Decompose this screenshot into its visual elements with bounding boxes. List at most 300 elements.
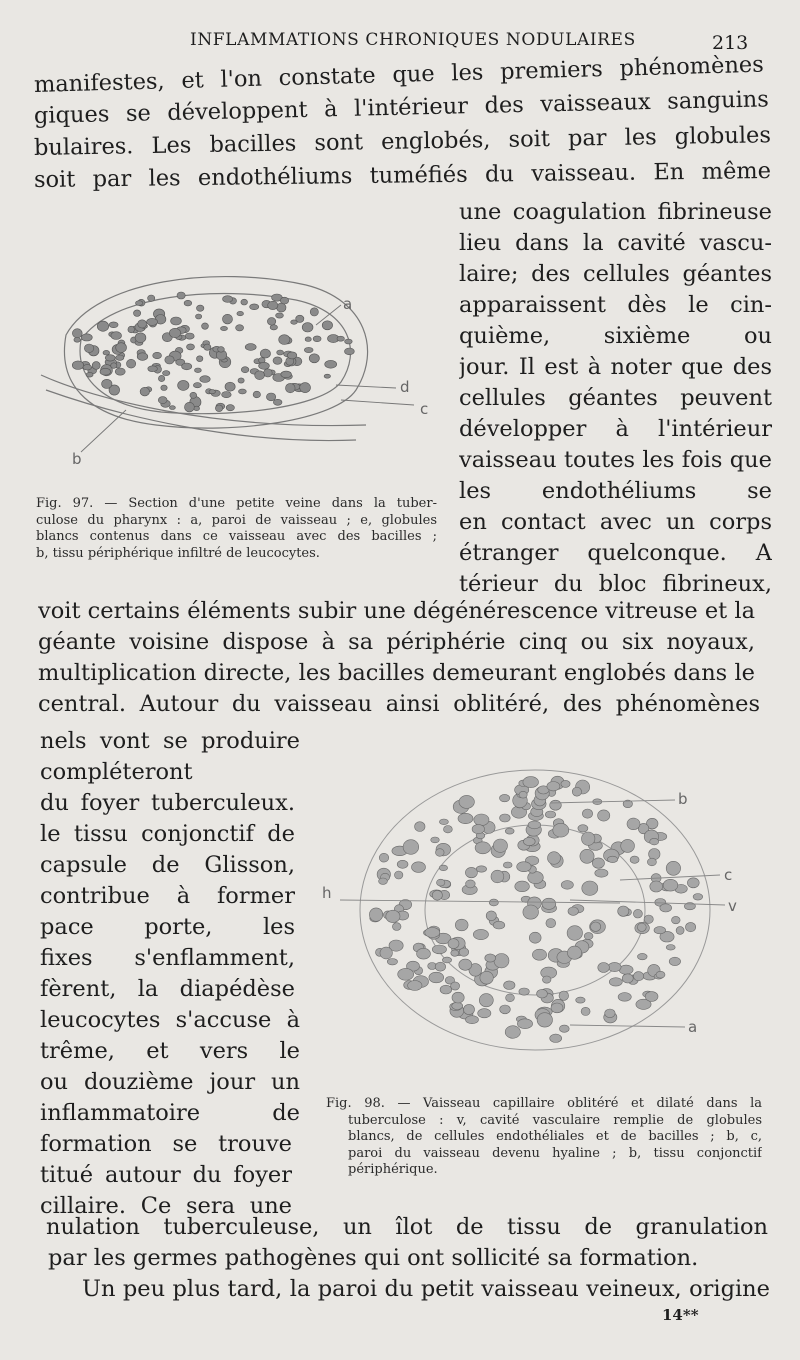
tissue-cell	[645, 992, 658, 1002]
tissue-cell	[435, 962, 445, 971]
tissue-cell	[559, 1025, 569, 1032]
tissue-cell	[660, 904, 672, 912]
tissue-cell	[267, 318, 275, 326]
tissue-cell	[287, 352, 296, 359]
body-line: giques se développent à l'intérieur des vaisseaux sanguins	[33, 86, 770, 129]
tissue-cell	[281, 371, 292, 378]
tissue-cell	[345, 339, 353, 344]
body-line: nels vont se produire	[40, 728, 300, 754]
figure-97-illustration	[36, 240, 446, 480]
tissue-cell	[591, 922, 601, 931]
tissue-cell	[598, 963, 610, 973]
tissue-cell	[81, 334, 92, 341]
tissue-cell	[504, 981, 515, 990]
tissue-cell	[598, 810, 610, 821]
tissue-cell	[568, 907, 578, 915]
tissue-cell	[432, 945, 446, 954]
tissue-cell	[387, 959, 397, 965]
tissue-cell	[650, 838, 659, 845]
body-line: du foyer tuberculeux.	[40, 790, 295, 816]
tissue-cell	[276, 313, 284, 318]
body-line: apparaissent dès le cin-	[459, 292, 772, 318]
body-line: par les germes pathogènes qui ont sollicité sa formation.	[48, 1245, 699, 1271]
tissue-cell	[500, 1005, 511, 1014]
body-line: lieu dans la cavité vascu-	[459, 230, 772, 256]
tissue-cell	[432, 890, 442, 900]
tissue-cell	[169, 406, 175, 410]
tissue-cell	[505, 828, 514, 834]
tissue-cell	[322, 321, 332, 330]
tissue-cell	[584, 933, 593, 940]
tissue-cell	[200, 376, 210, 383]
tissue-cell	[273, 399, 282, 405]
body-line: quième, sixième ou	[459, 323, 772, 349]
tissue-cell	[147, 318, 158, 325]
tissue-cell	[300, 383, 311, 393]
tissue-cell	[621, 839, 635, 852]
tissue-cell	[153, 352, 162, 358]
tissue-cell	[618, 993, 631, 1002]
tissue-cell	[451, 982, 460, 990]
tissue-cell	[517, 862, 531, 872]
fig97-label-b: b	[72, 450, 82, 468]
tissue-cell	[528, 821, 541, 829]
tissue-cell	[472, 824, 484, 833]
tissue-cell	[644, 915, 653, 923]
tissue-cell	[100, 368, 111, 375]
tissue-cell	[686, 922, 696, 931]
tissue-cell	[542, 976, 551, 983]
tissue-cell	[431, 837, 440, 843]
tissue-cell	[415, 822, 425, 832]
tissue-cell	[669, 957, 680, 965]
tissue-cell	[128, 326, 135, 333]
tissue-cell	[561, 881, 573, 890]
tissue-cell	[545, 811, 555, 818]
fig98-label-b: b	[678, 790, 688, 808]
tissue-cell	[138, 320, 147, 328]
tissue-cell	[187, 344, 195, 350]
tissue-cell	[547, 782, 560, 791]
tissue-cell	[116, 343, 127, 353]
tissue-cell	[223, 296, 233, 303]
body-line: étranger quelconque. A	[459, 540, 772, 566]
body-line: cillaire. Ce sera une	[40, 1193, 292, 1219]
tissue-cell	[650, 881, 663, 892]
tissue-cell	[221, 326, 228, 330]
tissue-cell	[687, 878, 699, 888]
body-line: en contact avec un corps	[459, 509, 772, 535]
tissue-cell	[451, 950, 459, 956]
tissue-cell	[654, 927, 666, 934]
tissue-cell	[215, 405, 222, 412]
tissue-cell	[197, 356, 203, 362]
tissue-cell	[581, 1007, 590, 1015]
tissue-cell	[523, 905, 539, 919]
tissue-cell	[72, 361, 83, 370]
tissue-cell	[266, 393, 275, 401]
body-line: central. Autour du vaisseau ainsi oblitéré, des phénomènes	[38, 691, 760, 717]
tissue-cell	[561, 780, 570, 787]
tissue-cell	[663, 879, 678, 891]
tissue-cell	[116, 355, 124, 360]
tissue-cell	[222, 392, 232, 398]
tissue-cell	[459, 959, 472, 970]
tissue-cell	[633, 909, 642, 918]
tissue-cell	[273, 357, 282, 364]
body-line: manifestes, et l'on constate que les premiers phénomènes	[33, 51, 765, 98]
tissue-cell	[158, 375, 164, 381]
tissue-cell	[195, 368, 202, 373]
tissue-cell	[268, 301, 278, 309]
tissue-cell	[666, 945, 675, 951]
tissue-cell	[465, 867, 477, 877]
tissue-cell	[140, 387, 149, 396]
body-line: développer à l'intérieur	[459, 416, 772, 442]
tissue-cell	[236, 325, 244, 331]
tissue-cell	[369, 908, 382, 921]
tissue-cell	[304, 347, 313, 352]
tissue-cell	[567, 926, 582, 941]
tissue-cell	[529, 932, 541, 943]
body-line: une coagulation fibrineuse	[459, 199, 772, 225]
tissue-cell	[572, 787, 581, 796]
tissue-cell	[392, 923, 401, 931]
fig97-label-d: d	[400, 378, 410, 396]
tissue-cell	[250, 304, 259, 310]
tissue-cell	[519, 791, 527, 798]
tissue-cell	[459, 795, 474, 808]
tissue-cell	[264, 369, 273, 377]
body-line: titué autour du foyer	[40, 1162, 292, 1188]
tissue-cell	[647, 858, 656, 866]
tissue-cell	[519, 988, 529, 995]
tissue-cell	[439, 819, 448, 825]
running-title: INFLAMMATIONS CHRONIQUES NODULAIRES	[190, 30, 636, 50]
tissue-cell	[403, 840, 419, 855]
tissue-cell	[503, 862, 512, 868]
tissue-cell	[226, 405, 234, 411]
tissue-cell	[169, 328, 180, 337]
tissue-cell	[277, 350, 284, 355]
tissue-cell	[473, 929, 488, 939]
tissue-cell	[452, 1002, 463, 1009]
body-line: fixes s'enflamment,	[40, 945, 295, 971]
tissue-cell	[259, 362, 270, 369]
tissue-cell	[458, 813, 473, 823]
tissue-cell	[185, 402, 195, 412]
tissue-cell	[494, 954, 509, 968]
body-line: contribue à former	[40, 883, 295, 909]
tissue-cell	[158, 397, 167, 404]
tissue-cell	[546, 919, 556, 928]
fig98-label-c: c	[724, 866, 733, 884]
body-line: cellules géantes peuvent	[459, 385, 772, 411]
tissue-cell	[239, 389, 247, 394]
tissue-cell	[398, 968, 414, 980]
tissue-cell	[148, 366, 158, 372]
tissue-cell	[279, 335, 290, 345]
tissue-cell	[486, 911, 496, 921]
tissue-cell	[676, 927, 684, 935]
tissue-cell	[72, 329, 82, 338]
tissue-cell	[656, 971, 665, 978]
tissue-cell	[500, 814, 511, 822]
tissue-cell	[638, 953, 648, 959]
tissue-cell	[115, 368, 125, 375]
tissue-cell	[429, 972, 444, 983]
tissue-cell	[209, 390, 215, 394]
tissue-cell	[693, 894, 703, 901]
tissue-cell	[84, 344, 93, 353]
tissue-cell	[237, 311, 244, 315]
fig98-label-a: a	[688, 1018, 698, 1036]
body-line: le tissu conjonctif de	[40, 821, 295, 847]
tissue-cell	[582, 881, 598, 895]
tissue-cell	[310, 308, 318, 316]
tissue-cell	[111, 332, 122, 340]
tissue-cell	[386, 910, 400, 922]
caption-line: tuberculose : v, cavité vasculaire remplie de globules	[348, 1112, 762, 1128]
tissue-cell	[225, 382, 235, 391]
caption-line: Fig. 98. — Vaisseau capillaire oblitéré et dilaté dans la	[326, 1096, 762, 1111]
tissue-cell	[592, 858, 604, 868]
body-line: leucocytes s'accuse à	[40, 1007, 300, 1033]
body-line: capsule de Glisson,	[40, 852, 295, 878]
tissue-cell	[345, 348, 355, 355]
tissue-cell	[478, 1009, 491, 1018]
body-line: bulaires. Les bacilles sont englobés, soit par les globules	[33, 122, 772, 161]
tissue-cell	[466, 880, 476, 888]
tissue-cell	[309, 354, 319, 363]
tissue-cell	[135, 333, 146, 343]
tissue-cell	[537, 989, 548, 998]
tissue-cell	[580, 849, 594, 863]
tissue-cell	[337, 336, 344, 341]
signature-mark: 14**	[662, 1306, 699, 1324]
tissue-cell	[103, 350, 110, 355]
tissue-cell	[608, 962, 621, 971]
body-line: fèrent, la diapédèse	[40, 976, 295, 1002]
tissue-cell	[576, 997, 585, 1003]
tissue-cell	[578, 825, 588, 832]
caption-line: paroi du vaisseau devenu hyaline ; b, tissu conjonctif	[348, 1145, 762, 1161]
tissue-cell	[218, 347, 225, 353]
tissue-cell	[609, 978, 622, 986]
tissue-cell	[161, 385, 167, 390]
tissue-cell	[489, 899, 498, 906]
tissue-cell	[204, 344, 211, 350]
body-line: soit par les endothéliums tuméfiés du vaisseau. En même	[33, 157, 772, 193]
tissue-cell	[439, 865, 447, 871]
tissue-cell	[649, 849, 660, 860]
tissue-cell	[582, 832, 595, 845]
tissue-cell	[397, 860, 408, 868]
tissue-cell	[436, 849, 445, 857]
tissue-cell	[479, 994, 493, 1007]
tissue-cell	[440, 985, 452, 994]
tissue-cell	[313, 336, 321, 342]
body-line: térieur du bloc fibrineux,	[459, 571, 772, 597]
body-line: ou douzième jour un	[40, 1069, 300, 1095]
tissue-cell	[177, 292, 185, 299]
tissue-cell	[245, 344, 256, 351]
tissue-cell	[255, 371, 265, 380]
tissue-cell	[92, 362, 100, 370]
fig98-label-v: v	[728, 897, 737, 915]
tissue-cell	[437, 879, 445, 886]
tissue-cell	[86, 372, 93, 377]
tissue-cell	[528, 871, 544, 883]
tissue-cell	[595, 869, 608, 877]
tissue-cell	[193, 383, 201, 388]
tissue-cell	[618, 906, 629, 916]
tissue-cell	[480, 971, 493, 984]
tissue-cell	[74, 337, 81, 342]
tissue-cell	[505, 1026, 520, 1039]
tissue-cell	[102, 379, 112, 388]
tissue-cell	[448, 939, 459, 949]
tissue-cell	[608, 856, 618, 862]
tissue-cell	[551, 1003, 563, 1013]
tissue-cell	[196, 314, 202, 319]
tissue-cell	[238, 378, 244, 383]
tissue-cell	[506, 994, 515, 1002]
tissue-cell	[280, 297, 288, 304]
tissue-cell	[559, 991, 569, 1000]
tissue-cell	[630, 856, 639, 863]
tissue-cell	[127, 359, 136, 368]
fig97-label-a: a	[343, 295, 353, 313]
tissue-cell	[97, 321, 108, 331]
tissue-cell	[523, 777, 539, 788]
tissue-cell	[178, 380, 189, 390]
tissue-cell	[672, 916, 681, 923]
body-line: Un peu plus tard, la paroi du petit vaisseau veineux, origine	[82, 1276, 770, 1302]
tissue-cell	[395, 871, 403, 879]
caption-line: blancs, de cellules endothéliales et de bacilles ; b, c,	[348, 1129, 762, 1144]
tissue-cell	[550, 800, 562, 810]
tissue-cell	[253, 391, 260, 398]
body-line: trême, et vers le	[40, 1038, 300, 1064]
body-line: nulation tuberculeuse, un îlot de tissu de granulation	[46, 1214, 768, 1240]
tissue-cell	[567, 946, 581, 959]
tissue-cell	[412, 862, 426, 873]
tissue-cell	[148, 295, 155, 301]
tissue-cell	[637, 923, 646, 931]
tissue-cell	[380, 947, 392, 959]
tissue-cell	[493, 921, 505, 929]
fig98-label-h: h	[322, 884, 332, 902]
tissue-cell	[111, 363, 117, 369]
tissue-cell	[296, 315, 304, 322]
caption-line: périphérique.	[348, 1162, 438, 1177]
tissue-cell	[241, 299, 248, 305]
tissue-cell	[171, 317, 182, 325]
body-line: jour. Il est à noter que des	[459, 354, 772, 380]
tissue-cell	[260, 349, 270, 358]
tissue-cell	[455, 919, 468, 931]
tissue-cell	[515, 881, 530, 892]
tissue-cell	[197, 305, 204, 311]
tissue-cell	[425, 928, 440, 938]
tissue-cell	[190, 392, 197, 398]
caption-line: blancs contenus dans ce vaisseau avec des bacilles ;	[36, 529, 437, 544]
fig97-label-c: c	[420, 400, 429, 418]
body-line: compléteront	[40, 759, 193, 785]
body-line: inflammatoire de	[40, 1100, 300, 1126]
tissue-cell	[163, 371, 170, 376]
tissue-cell	[286, 383, 296, 392]
tissue-cell	[324, 374, 330, 378]
tissue-cell	[182, 363, 192, 370]
tissue-cell	[582, 809, 592, 818]
tissue-cell	[302, 323, 313, 332]
tissue-cell	[184, 300, 192, 306]
tissue-cell	[475, 842, 490, 854]
tissue-cell	[466, 1016, 479, 1024]
tissue-cell	[550, 1034, 562, 1042]
tissue-cell	[500, 794, 510, 801]
tissue-cell	[305, 337, 311, 342]
body-line: laire; des cellules géantes	[459, 261, 772, 287]
caption-line: b, tissu périphérique infiltré de leucocytes.	[36, 545, 320, 561]
body-line: voit certains éléments subir une dégénérescence vitreuse et la	[38, 598, 755, 624]
tissue-cell	[408, 981, 422, 991]
tissue-cell	[83, 365, 92, 370]
figure-97-caption	[36, 496, 437, 562]
body-line: formation se trouve	[40, 1131, 292, 1157]
tissue-cell	[666, 861, 680, 875]
tissue-cell	[379, 853, 388, 862]
tissue-cell	[417, 948, 431, 959]
tissue-cell	[202, 323, 209, 329]
tissue-cell	[491, 870, 504, 883]
tissue-cell	[523, 837, 535, 845]
tissue-cell	[223, 314, 233, 324]
tissue-cell	[136, 301, 143, 306]
tissue-cell	[185, 333, 194, 339]
caption-line: Fig. 97. — Section d'une petite veine dans la tuber-	[36, 496, 437, 511]
body-line: vaisseau toutes les fois que	[459, 447, 772, 473]
tissue-cell	[553, 823, 569, 837]
tissue-cell	[105, 355, 115, 361]
tissue-cell	[444, 826, 453, 833]
page-number: 213	[712, 32, 749, 54]
tissue-cell	[452, 992, 464, 1003]
tissue-cell	[517, 1019, 532, 1029]
tissue-cell	[622, 974, 633, 983]
tissue-cell	[548, 852, 561, 865]
caption-line: culose du pharynx : a, paroi de vaisseau ; e, globules	[36, 512, 437, 528]
tissue-cell	[325, 360, 337, 368]
tissue-cell	[537, 1013, 552, 1027]
tissue-cell	[464, 1004, 475, 1014]
tissue-cell	[165, 356, 174, 364]
tissue-cell	[109, 322, 118, 328]
body-line: les endothéliums se	[459, 478, 772, 504]
tissue-cell	[442, 957, 451, 963]
tissue-cell	[137, 353, 148, 361]
tissue-cell	[474, 814, 489, 826]
tissue-cell	[493, 839, 507, 852]
tissue-cell	[605, 1009, 615, 1018]
tissue-cell	[634, 972, 644, 981]
tissue-cell	[485, 954, 496, 962]
tissue-cell	[542, 898, 556, 909]
tissue-cell	[476, 866, 486, 872]
figure-98-caption	[326, 1096, 762, 1179]
